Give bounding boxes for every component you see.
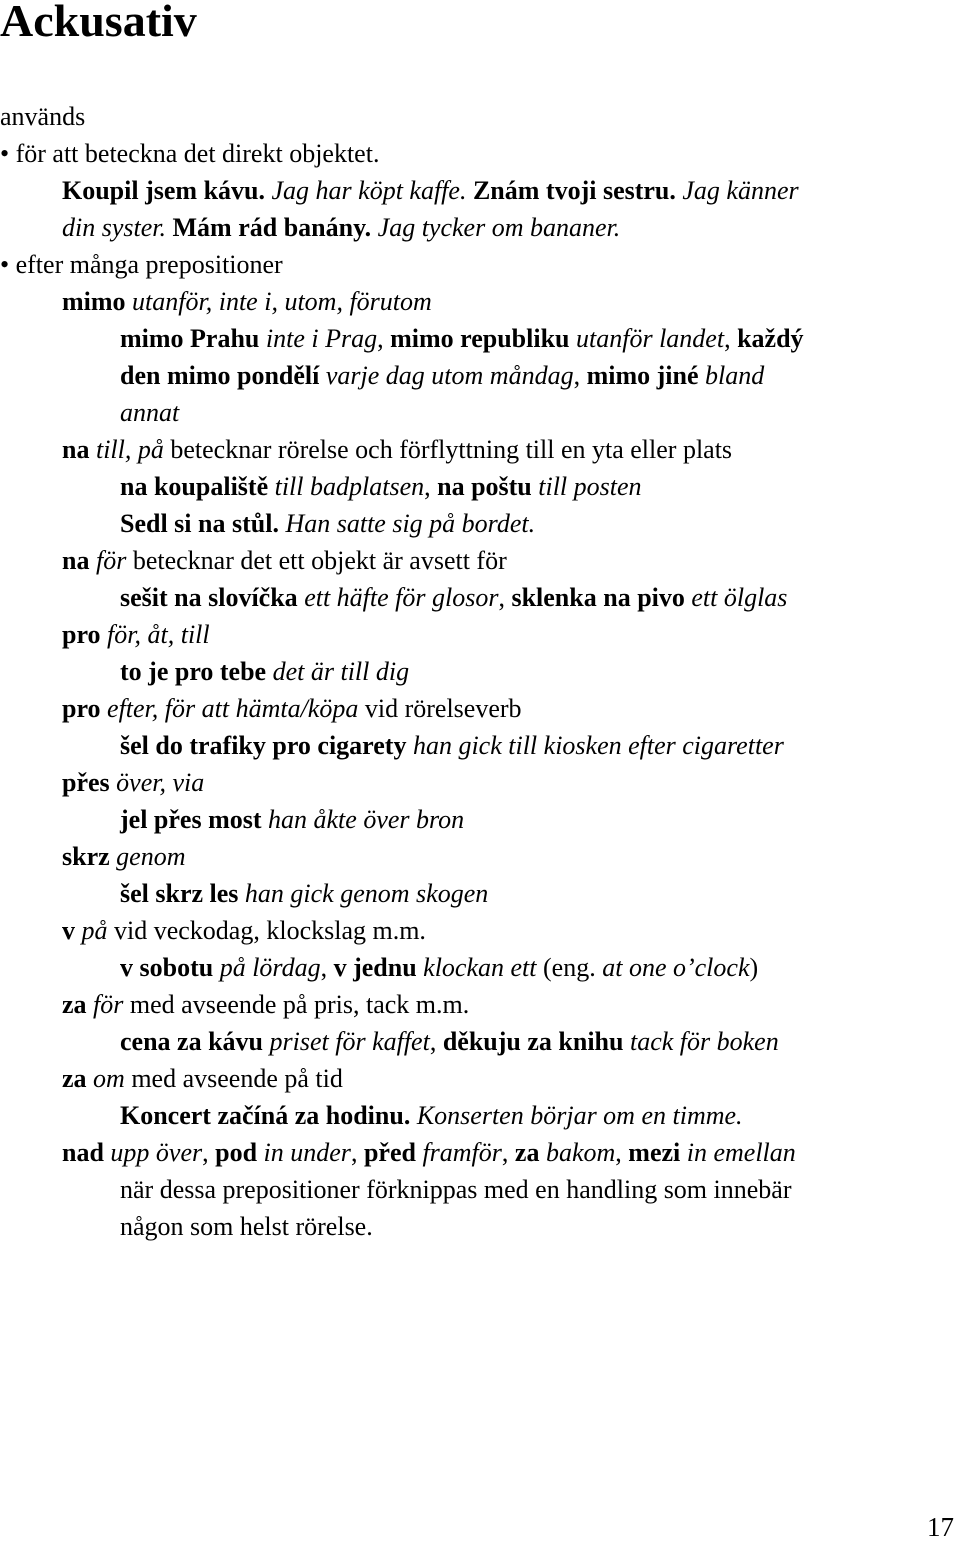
bold-text: skrz xyxy=(62,842,110,871)
italic-text: upp över xyxy=(110,1138,203,1167)
italic-text: han gick genom skogen xyxy=(244,879,489,908)
italic-text: inte i Prag xyxy=(265,324,378,353)
text-line xyxy=(62,287,432,317)
text-line xyxy=(62,1138,796,1168)
italic-text: han gick till kiosken efter cigaretter xyxy=(412,731,784,760)
bold-text: za xyxy=(62,990,87,1019)
bold-text: pod xyxy=(215,1138,258,1167)
text: med avseende på pris, tack m.m. xyxy=(123,990,470,1019)
text: • för att beteckna det direkt objektet. xyxy=(0,139,380,168)
bold-text: mezi xyxy=(628,1138,681,1167)
italic-text: efter, för att hämta/köpa xyxy=(107,694,359,723)
text: , xyxy=(350,1138,364,1167)
text-line xyxy=(62,990,469,1020)
text-line xyxy=(62,176,799,206)
text: , xyxy=(501,1138,515,1167)
text-line xyxy=(0,250,283,280)
italic-text: om xyxy=(93,1064,125,1093)
text: , xyxy=(498,583,512,612)
italic-text: Han satte sig på bordet. xyxy=(285,509,536,538)
text-line xyxy=(0,139,379,169)
italic-text: din syster. xyxy=(62,213,166,242)
italic-text: framför xyxy=(422,1138,502,1167)
italic-text: över, via xyxy=(116,768,205,797)
italic-text: för xyxy=(95,546,127,575)
bold-text: sklenka na pivo xyxy=(511,583,685,612)
bold-text: Koupil jsem kávu. xyxy=(62,176,265,205)
italic-text: Konserten börjar om en timme. xyxy=(416,1101,743,1130)
italic-text: till badplatsen xyxy=(274,472,425,501)
text-line xyxy=(62,842,186,872)
text: vid rörelseverb xyxy=(358,694,522,723)
bold-text: nad xyxy=(62,1138,104,1167)
italic-text: utanför, inte i, utom, förutom xyxy=(132,287,432,316)
text-line xyxy=(62,213,620,243)
italic-text: för xyxy=(93,990,124,1019)
bold-text: Sedl si na stůl. xyxy=(120,509,279,538)
italic-text: bakom xyxy=(545,1138,616,1167)
text-line xyxy=(120,324,804,354)
page-number: 17 xyxy=(927,1512,954,1542)
bold-text: děkuju za knihu xyxy=(442,1027,624,1056)
text-line xyxy=(120,472,642,502)
text: , xyxy=(424,472,438,501)
text: vid veckodag, klockslag m.m. xyxy=(107,916,426,945)
bold-text: každý xyxy=(737,324,804,353)
bold-text: přes xyxy=(62,768,110,797)
text: , xyxy=(724,324,738,353)
text: med avseende på tid xyxy=(124,1064,343,1093)
italic-text: in emellan xyxy=(686,1138,796,1167)
bold-text: za xyxy=(62,1064,87,1093)
text-line xyxy=(62,546,507,576)
italic-text: till, på xyxy=(95,435,164,464)
text-line xyxy=(62,694,522,724)
text-line xyxy=(120,953,758,983)
italic-text: Jag har köpt kaffe. xyxy=(271,176,467,205)
bold-text: jel přes most xyxy=(120,805,262,834)
bold-text: na xyxy=(62,546,90,575)
text-line xyxy=(120,398,179,428)
text-line xyxy=(120,583,787,613)
italic-text: ett häfte för glosor xyxy=(304,583,499,612)
text: , xyxy=(377,324,391,353)
bold-text: to je pro tebe xyxy=(120,657,267,686)
italic-text: varje dag utom måndag xyxy=(325,361,574,390)
text: betecknar rörelse och förflyttning till en yta eller plats xyxy=(163,435,733,464)
text: , xyxy=(429,1027,443,1056)
bold-text: na poštu xyxy=(437,472,532,501)
text-line xyxy=(120,1027,779,1057)
text: , xyxy=(573,361,587,390)
italic-text: at one o’clock xyxy=(602,953,750,982)
text: någon som helst rörelse. xyxy=(120,1212,373,1241)
bold-text: mimo jiné xyxy=(586,361,699,390)
text: , xyxy=(320,953,334,982)
bold-text: šel do trafiky pro cigarety xyxy=(120,731,407,760)
bold-text: na xyxy=(62,435,90,464)
bold-text: v xyxy=(62,916,75,945)
bold-text: cena za kávu xyxy=(120,1027,263,1056)
text: ) xyxy=(749,953,759,982)
text: när dessa prepositioner förknippas med en handling som innebär xyxy=(120,1175,792,1204)
bold-text: Koncert začíná za hodinu. xyxy=(120,1101,411,1130)
bold-text: v sobotu xyxy=(120,953,214,982)
italic-text: tack för boken xyxy=(629,1027,779,1056)
text-line xyxy=(120,361,764,391)
text-line xyxy=(120,509,535,539)
italic-text: det är till dig xyxy=(272,657,410,686)
bold-text: Mám rád banány. xyxy=(172,213,372,242)
text-line xyxy=(62,1064,343,1094)
italic-text: annat xyxy=(120,398,180,427)
italic-text: till posten xyxy=(538,472,642,501)
text: , xyxy=(615,1138,629,1167)
text-line xyxy=(62,620,210,650)
text-line xyxy=(120,731,784,761)
bold-text: den mimo pondělí xyxy=(120,361,320,390)
bold-text: Znám tvoji sestru. xyxy=(472,176,676,205)
text-line xyxy=(120,879,488,909)
bold-text: šel skrz les xyxy=(120,879,239,908)
bold-text: mimo republiku xyxy=(390,324,570,353)
text-line xyxy=(120,1212,373,1242)
italic-text: Jag känner xyxy=(682,176,799,205)
italic-text: för, åt, till xyxy=(107,620,210,649)
page-title: Ackusativ xyxy=(0,0,197,46)
text-line xyxy=(120,805,464,835)
text-line xyxy=(120,1101,743,1131)
bold-text: pro xyxy=(62,620,101,649)
text: används xyxy=(0,102,86,131)
bold-text: sešit na slovíčka xyxy=(120,583,298,612)
bold-text: mimo Prahu xyxy=(120,324,260,353)
text: , xyxy=(202,1138,216,1167)
italic-text: på lördag xyxy=(219,953,321,982)
italic-text: genom xyxy=(116,842,186,871)
italic-text: utanför landet xyxy=(576,324,725,353)
text-line xyxy=(62,768,204,798)
bold-text: mimo xyxy=(62,287,126,316)
italic-text: han åkte över bron xyxy=(268,805,465,834)
italic-text: Jag tycker om bananer. xyxy=(377,213,621,242)
text: betecknar det ett objekt är avsett för xyxy=(126,546,507,575)
bold-text: pro xyxy=(62,694,101,723)
text-line xyxy=(62,435,732,465)
italic-text: klockan ett xyxy=(423,953,537,982)
italic-text: på xyxy=(81,916,108,945)
italic-text: in under xyxy=(263,1138,351,1167)
text-line xyxy=(62,916,426,946)
text-line xyxy=(120,657,409,687)
italic-text: ett ölglas xyxy=(691,583,788,612)
text: • efter många prepositioner xyxy=(0,250,283,279)
bold-text: za xyxy=(514,1138,540,1167)
bold-text: na koupaliště xyxy=(120,472,269,501)
text-line xyxy=(0,102,85,132)
italic-text: bland xyxy=(705,361,765,390)
italic-text: priset för kaffet xyxy=(269,1027,430,1056)
bold-text: v jednu xyxy=(333,953,417,982)
text: (eng. xyxy=(536,953,603,982)
text-line xyxy=(120,1175,792,1205)
bold-text: před xyxy=(363,1138,416,1167)
